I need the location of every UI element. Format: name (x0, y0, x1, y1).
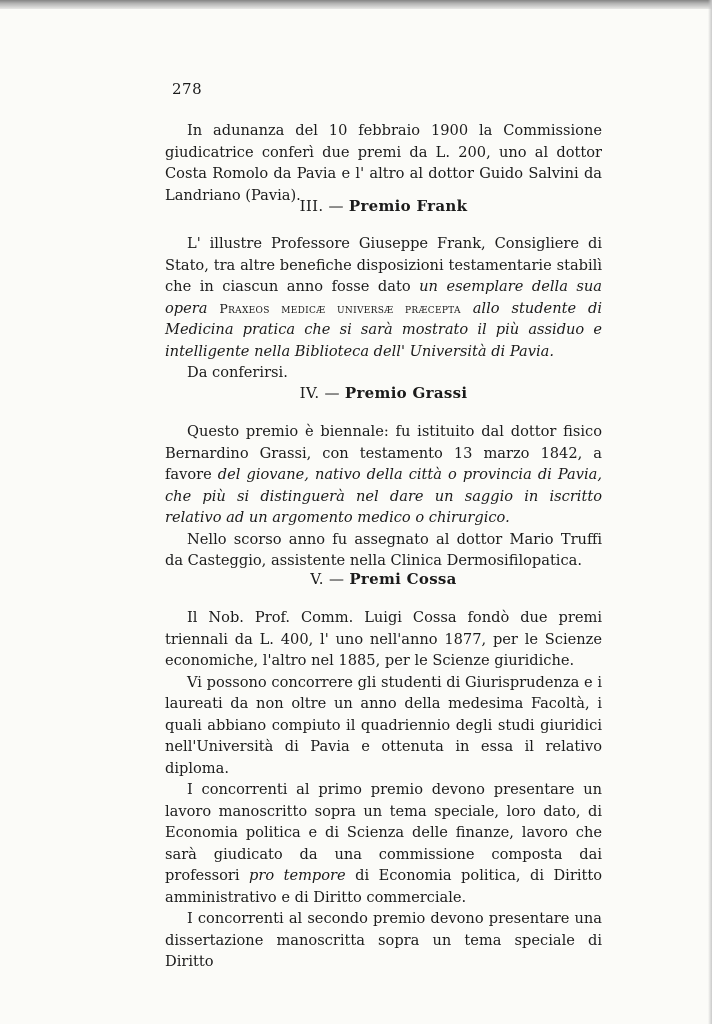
paragraph: Il Nob. Prof. Comm. Luigi Cossa fondò due premi triennali da L. 400, l' uno nell'anno 1877, per le Scienze economiche, l'altro nel 1885, per le Scienze giuridiche. (165, 609, 602, 669)
paragraph (165, 779, 602, 908)
smallcaps-title: Praxeos medicæ universæ præcepta (219, 300, 461, 316)
paragraph: I concorrenti al secondo premio devono presentare una dissertazione manoscritta sopra un tema speciale di Diritto (165, 910, 602, 970)
section-title: Premio Frank (348, 197, 468, 215)
section-body-frank (165, 233, 602, 384)
section-title: Premio Grassi (344, 384, 468, 402)
text-run: di Economia politica, di Diritto amministrativo e di Diritto commerciale. (165, 867, 603, 906)
italic-run: allo studente di Medicina pratica che si sarà mostrato il più assiduo e intelligente nella Biblioteca dell' Università di Pavia. (165, 299, 603, 360)
intro-paragraph: In adunanza del 10 febbraio 1900 la Commissione giudicatrice conferì due premi da L. 200, uno al dottor Costa Romolo da Pavia e l' altro al dottor Guido Salvini da Landriano (Pavia). (165, 122, 602, 204)
page-number: 278 (172, 80, 203, 98)
section-heading-grassi (165, 384, 602, 402)
section-body-grassi (165, 421, 602, 572)
text-run: L' illustre Professore Giuseppe Frank, Consigliere di Stato, tra altre benefiche disposizioni testamentarie stabilì che in ciascun anno fosse dato (165, 235, 602, 295)
section-heading-frank (165, 197, 602, 215)
text-run: I concorrenti al primo premio devono presentare un lavoro manoscritto sopra un tema speciale, loro dato, di Economia politica e di Scienza delle finanze, lavoro che sarà giudicato da una commissione composta dai professori (165, 781, 602, 884)
section-numeral: III. — (299, 197, 344, 215)
section-numeral: V. — (310, 570, 345, 588)
intro-block (165, 120, 602, 206)
scan-right-edge (708, 0, 712, 1024)
italic-run: pro tempore (249, 867, 346, 884)
italic-run: un esemplare della sua opera (165, 278, 602, 317)
paragraph: Da conferirsi. (187, 364, 288, 381)
scan-top-edge (0, 0, 712, 9)
section-body-cossa (165, 607, 602, 973)
paragraph: Nello scorso anno fu assegnato al dottor Mario Truffi da Casteggio, assistente nella Clinica Dermosifilopatica. (165, 530, 602, 569)
section-title: Premi Cossa (349, 570, 457, 588)
italic-run: del giovane, nativo della città o provincia di Pavia, che più si distinguerà nel dare un saggio in iscritto relativo ad un argomento medico o chirurgico. (165, 466, 602, 526)
section-heading-cossa (165, 570, 602, 588)
text-run: Questo premio è biennale: fu istituito dal dottor fisico Bernardino Grassi, con testamento 13 marzo 1842, a favore (165, 423, 602, 483)
paragraph (165, 421, 602, 529)
section-numeral: IV. — (299, 384, 340, 402)
paragraph (165, 233, 602, 362)
paragraph: Vi possono concorrere gli studenti di Giurisprudenza e i laureati da non oltre un anno della medesima Facoltà, i quali abbiano compiuto il quadriennio degli studi giuridici nell'Università di Pavia e ottenuta in essa il relativo diploma. (165, 673, 602, 777)
